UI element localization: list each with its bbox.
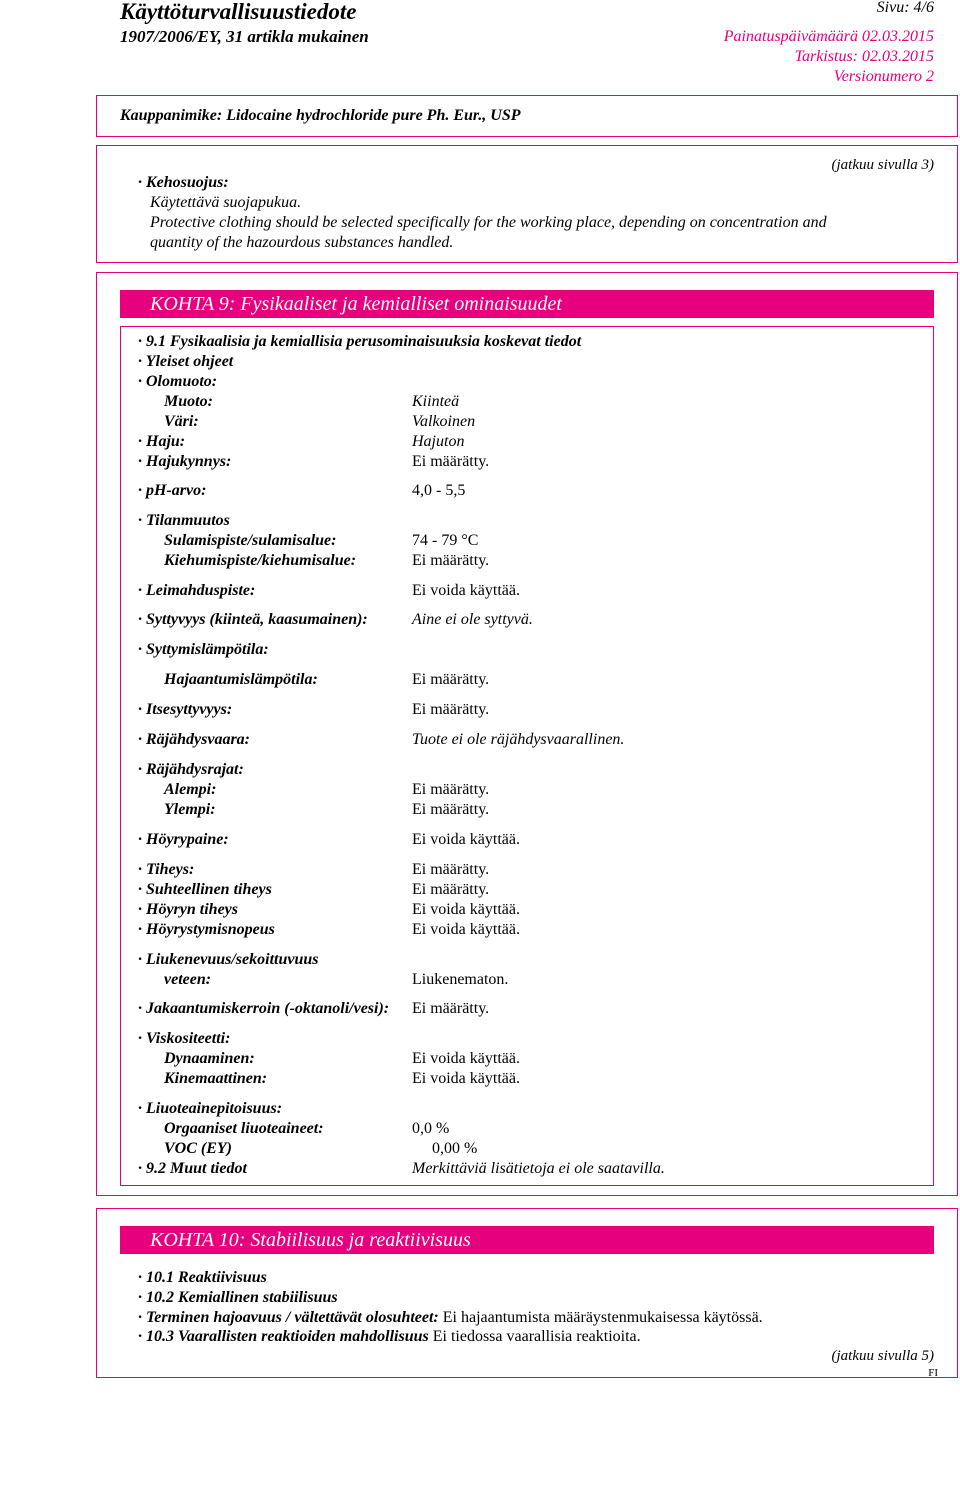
property-value: 0,00 % — [432, 1140, 478, 1157]
property-label: · Höyrystymisnopeus — [138, 921, 275, 938]
trade-name: Kauppanimike: Lidocaine hydrochloride pure Ph. Eur., USP — [120, 107, 521, 124]
property-value: Ei voida käyttää. — [412, 1070, 520, 1087]
property-value: Ei voida käyttää. — [412, 582, 520, 599]
property-label: Sulamispiste/sulamisalue: — [164, 532, 337, 549]
property-label: · Tiheys: — [138, 861, 195, 878]
ignition — [138, 640, 269, 660]
property-value: Merkittäviä lisätietoja ei ole saatavilla. — [412, 1160, 665, 1177]
section-10-title: KOHTA 10: Stabiilisuus ja reaktiivisuus — [120, 1226, 934, 1254]
hazardous-reactions — [138, 1327, 641, 1347]
solubility — [138, 950, 318, 970]
property-label: · pH-arvo: — [138, 482, 207, 499]
chemical-stability — [138, 1288, 338, 1308]
appearance — [138, 372, 217, 392]
property-label: · Itsesyttyvyys: — [138, 701, 233, 718]
state-change — [138, 511, 230, 531]
body-protection-line: Käytettävä suojapukua. — [150, 194, 302, 211]
state-change-label: · Tilanmuutos — [138, 512, 230, 529]
property-label: · Höyryn tiheys — [138, 901, 238, 918]
property-value: Ei määrätty. — [412, 781, 490, 798]
property-value: Kiinteä — [412, 393, 460, 410]
property-label: · Räjähdysvaara: — [138, 731, 250, 748]
section-9-title: KOHTA 9: Fysikaaliset ja kemialliset ominaisuudet — [120, 290, 934, 318]
property-label: Hajaantumislämpötila: — [164, 671, 318, 688]
property-value: Tuote ei ole räjähdysvaarallinen. — [412, 731, 625, 748]
document-title: Käyttöturvallisuustiedote — [120, 0, 357, 24]
appearance-label: · Olomuoto: — [138, 373, 218, 390]
print-date: Painatuspäivämäärä 02.03.2015 — [723, 28, 934, 45]
section-9-properties — [138, 0, 934, 1200]
property-value: Ei määrätty. — [412, 552, 490, 569]
hazardous-reactions-label: · 10.3 Vaarallisten reaktioiden mahdollisuus — [138, 1328, 429, 1345]
thermal-decomposition-label: · Terminen hajoavuus / vältettävät olosuhteet: — [138, 1309, 439, 1326]
reactivity-label: · 10.1 Reaktiivisuus — [138, 1269, 267, 1286]
property-label: Dynaaminen: — [164, 1050, 255, 1067]
property-label: Alempi: — [164, 781, 217, 798]
property-label: · Haju: — [138, 433, 186, 450]
property-value: Ei voida käyttää. — [412, 921, 520, 938]
property-label: Muoto: — [164, 393, 213, 410]
section-9-1-heading: · 9.1 Fysikaalisia ja kemiallisia perusominaisuuksia koskevat tiedot — [138, 333, 582, 350]
property-value: Ei voida käyttää. — [412, 831, 520, 848]
revision-date: Tarkistus: 02.03.2015 — [794, 48, 934, 65]
body-protection-line: quantity of the hazourdous substances handled. — [150, 234, 454, 251]
general-info — [138, 352, 233, 372]
continuation-from: (jatkuu sivulla 3) — [831, 157, 934, 173]
property-label: · Höyrypaine: — [138, 831, 229, 848]
property-label: veteen: — [164, 971, 212, 988]
solvent-content — [138, 1099, 282, 1119]
explosion-limits-label: · Räjähdysrajat: — [138, 761, 244, 778]
property-value: Ei määrätty. — [412, 801, 490, 818]
property-value: Ei määrätty. — [412, 881, 490, 898]
property-value: Ei voida käyttää. — [412, 901, 520, 918]
thermal-decomposition — [138, 1308, 763, 1328]
page-number: Sivu: 4/6 — [876, 0, 934, 16]
hazardous-reactions-value: Ei tiedossa vaarallisia reaktioita. — [432, 1328, 641, 1345]
property-value: Ei määrätty. — [412, 671, 490, 688]
property-value: Ei määrätty. — [412, 453, 490, 470]
chemical-stability-label: · 10.2 Kemiallinen stabiilisuus — [138, 1289, 338, 1306]
property-label: · 9.2 Muut tiedot — [138, 1160, 247, 1177]
property-value: Liukenematon. — [412, 971, 509, 988]
thermal-decomposition-value: Ei hajaantumista määräystenmukaisessa käytössä. — [442, 1309, 763, 1326]
property-value: Ei voida käyttää. — [412, 1050, 520, 1067]
property-value: Ei määrätty. — [412, 701, 490, 718]
body-protection-label: · Kehosuojus: — [138, 174, 229, 191]
property-value: Valkoinen — [412, 413, 476, 430]
property-label: · Leimahduspiste: — [138, 582, 256, 599]
language-code: FI — [928, 1367, 938, 1379]
property-label: · Jakaantumiskerroin (-oktanoli/vesi): — [138, 1000, 390, 1017]
reactivity — [138, 1268, 267, 1288]
explosion-limits — [138, 760, 244, 780]
property-label: · Suhteellinen tiheys — [138, 881, 272, 898]
solubility-label: · Liukenevuus/sekoittuvuus — [138, 951, 319, 968]
continuation-to: (jatkuu sivulla 5) — [831, 1348, 934, 1364]
property-value: Hajuton — [412, 433, 465, 450]
ignition-label: · Syttymislämpötila: — [138, 641, 269, 658]
solvent-content-label: · Liuoteainepitoisuus: — [138, 1100, 283, 1117]
general-info-label: · Yleiset ohjeet — [138, 353, 234, 370]
property-value: 0,0 % — [412, 1120, 450, 1137]
property-value: Ei määrätty. — [412, 861, 490, 878]
property-value: Ei määrätty. — [412, 1000, 490, 1017]
property-label: Väri: — [164, 413, 199, 430]
property-value: Aine ei ole syttyvä. — [412, 611, 533, 628]
body-protection-line: Protective clothing should be selected specifically for the working place, depending on concentration and — [150, 214, 827, 231]
property-label: Kinemaattinen: — [164, 1070, 268, 1087]
property-value: 74 - 79 °C — [412, 532, 479, 549]
property-label: Kiehumispiste/kiehumisalue: — [164, 552, 357, 569]
property-value: 4,0 - 5,5 — [412, 482, 466, 499]
property-label: · Syttyvyys (kiinteä, kaasumainen): — [138, 611, 368, 628]
viscosity-label: · Viskositeetti: — [138, 1030, 231, 1047]
version-number: Versionumero 2 — [833, 68, 934, 85]
property-label: Ylempi: — [164, 801, 216, 818]
property-label: · Hajukynnys: — [138, 453, 232, 470]
viscosity — [138, 1029, 230, 1049]
property-label: Orgaaniset liuoteaineet: — [164, 1120, 324, 1137]
property-label: VOC (EY) — [164, 1140, 232, 1157]
regulation: 1907/2006/EY, 31 artikla mukainen — [120, 27, 369, 46]
